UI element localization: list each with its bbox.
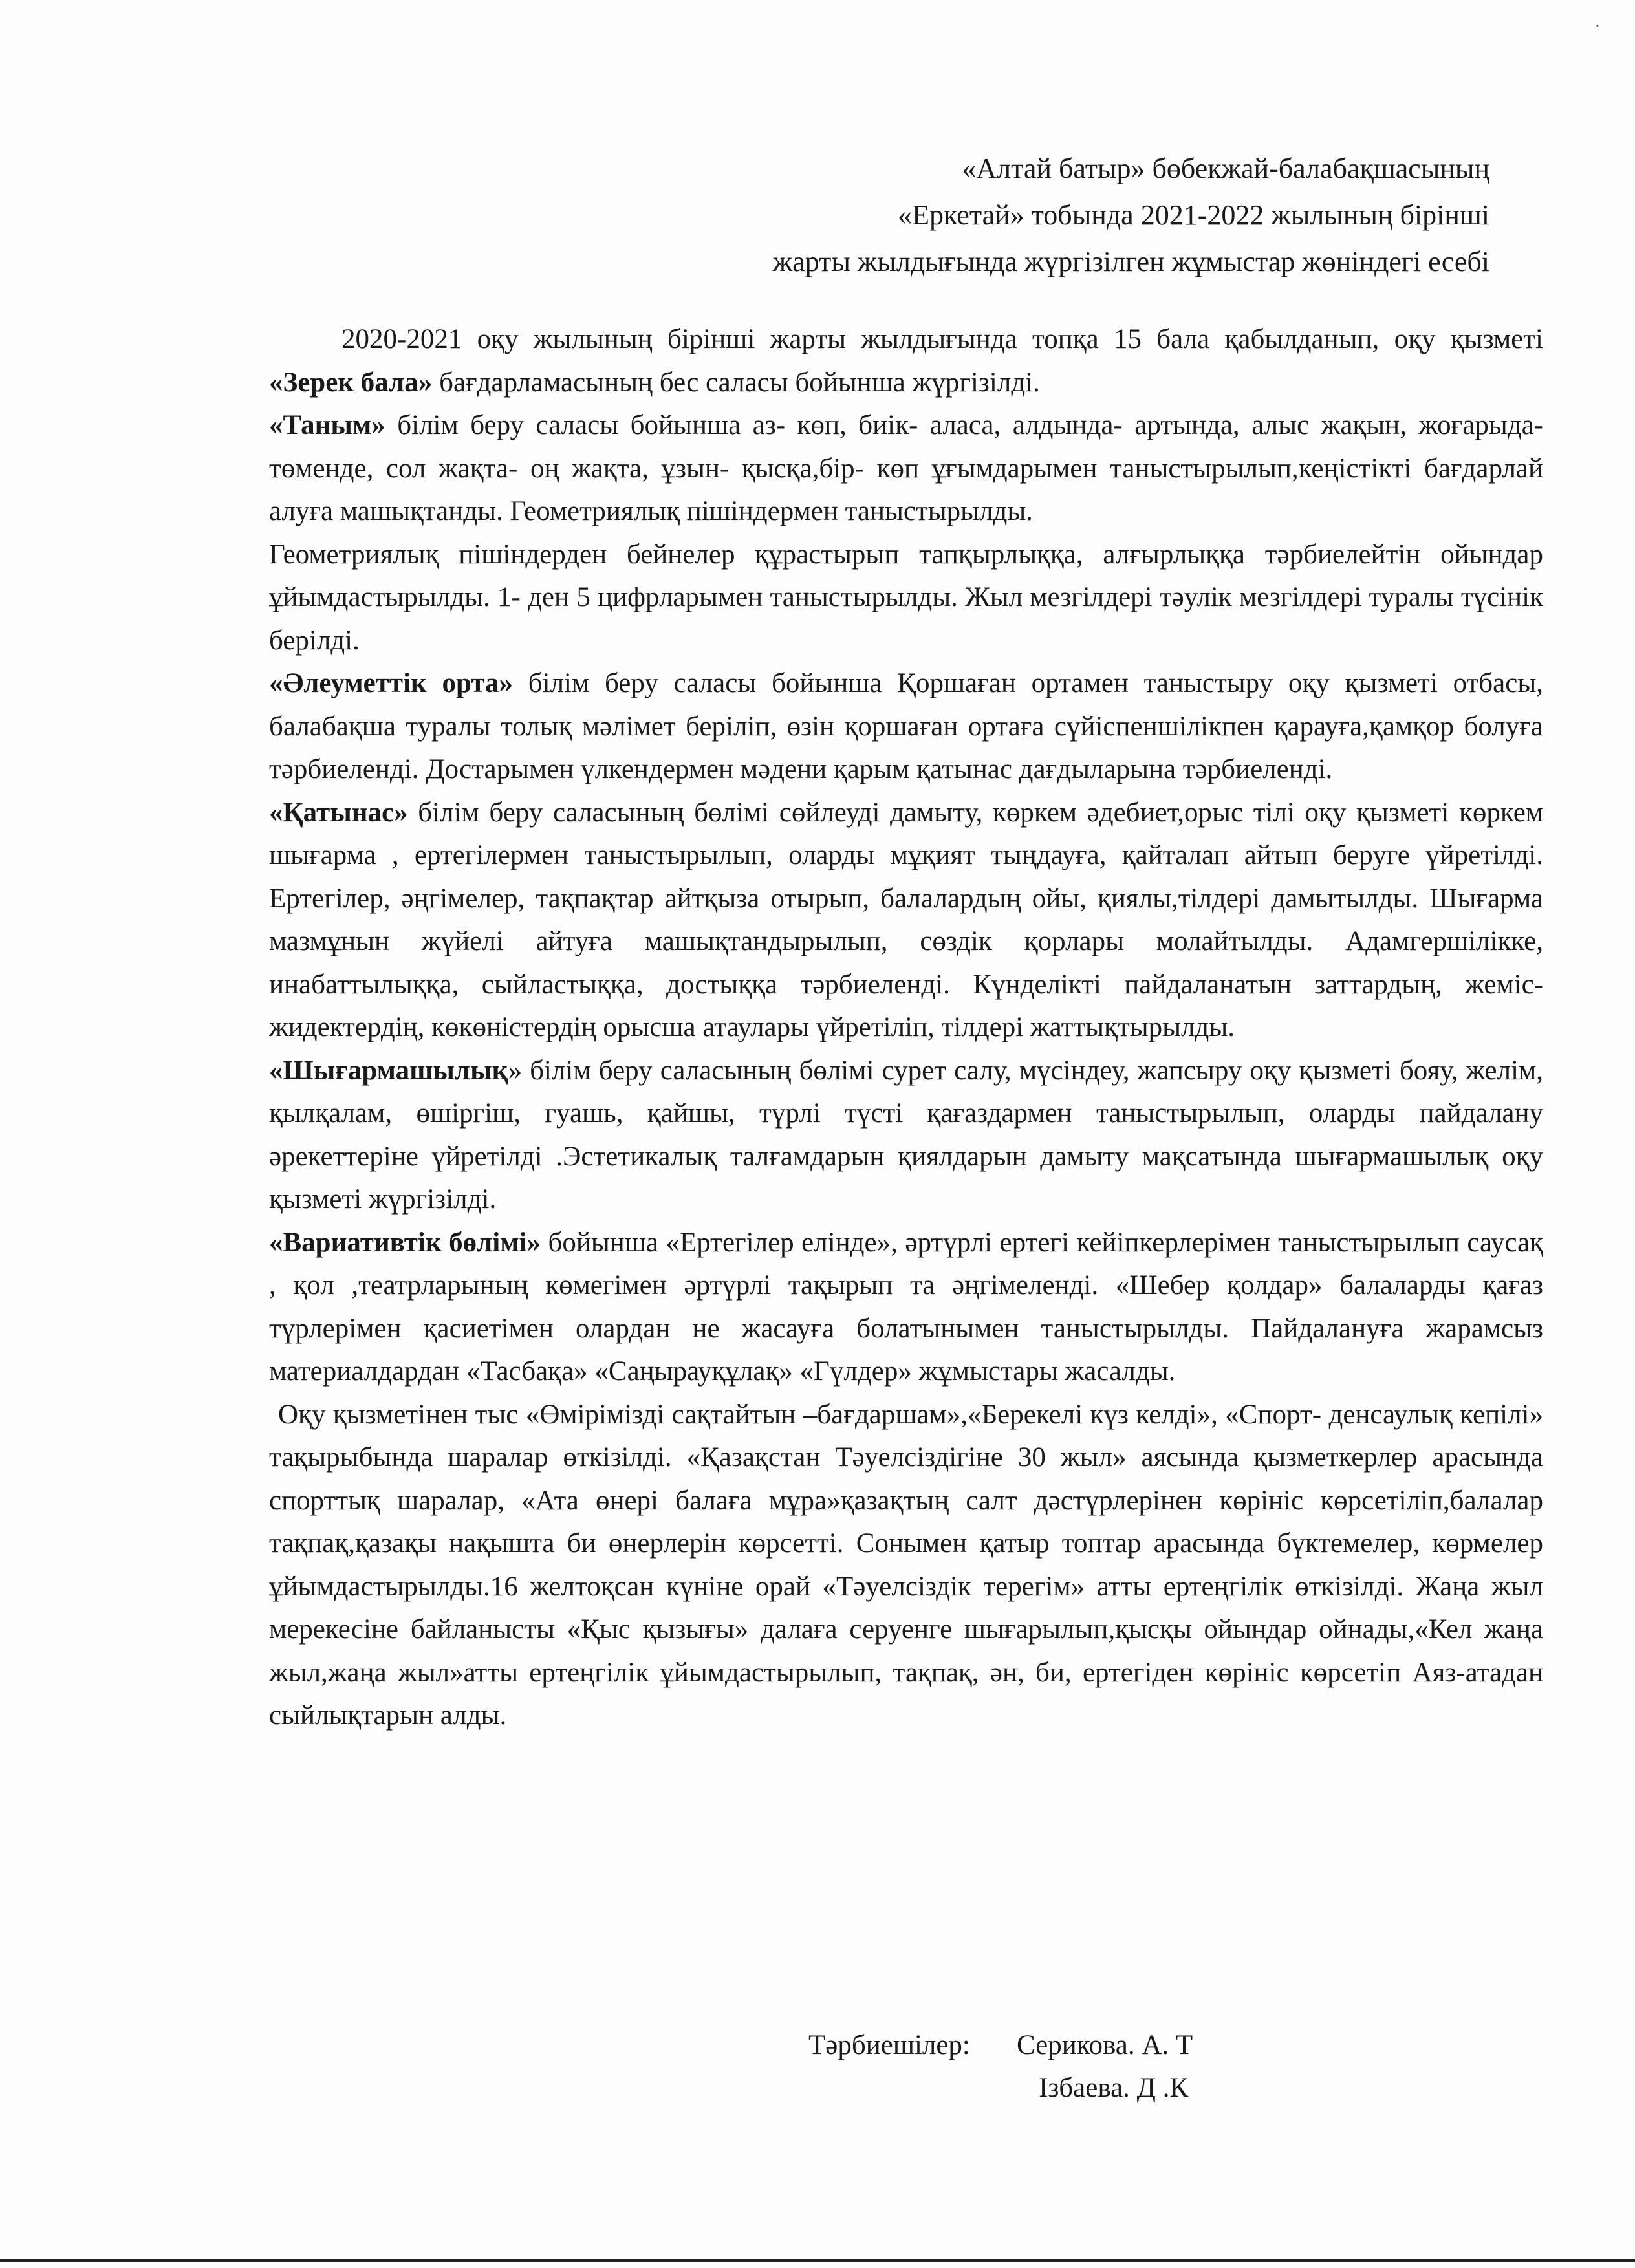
paragraph-events: Оқу қызметінен тыс «Өмірімізді сақтайтын –бағдаршам»,«Берекелі күз келді», «Спорт- денсаулық кепілі» тақырыбында шаралар өткізілді. «Қазақстан Тәуелсіздігіне 30 жыл» аясында қызметкерлер арасында спорттық шаралар, «Ата өнері балаға мұра»қазақтың салт дәстүрлерінен көрініс көрсетіліп,балалар тақпақ,қазақы нақышта би өнерлерін көрсетті. Сонымен қатыр топтар арасында бүктемелер, көрмелер ұйымдастырылды.16 желтоқсан күніне орай «Тәуелсіздік терегім» атты ертеңгілік өткізілді. Жаңа жыл мерекесіне байланысты «Қыс қызығы» далаға серуенге шығарылып,қысқы ойындар ойнады,«Кел жаңа жыл,жаңа жыл»атты ертеңгілік ұйымдастырылып, тақпақ, ән, би, ертегіден көрініс көрсетіп Аяз-атадан сыйлықтарын алды. — [269, 1399, 1543, 1731]
scan-edge-line — [0, 2259, 1635, 2262]
document-body — [269, 318, 1543, 1738]
header-line-2: «Еркетай» тобында 2021-2022 жылының бірінші — [898, 199, 1489, 231]
paragraph-tanym — [269, 404, 1543, 534]
paragraph-intro-tail: бағдарламасының бес саласы бойынша жүргізілді. — [432, 367, 1040, 398]
header-line-1: «Алтай батыр» бөбекжай-балабақшасының — [962, 153, 1489, 184]
section-title-shygarmashylyk: «Шығармашылық — [269, 1055, 508, 1086]
signature-role: Тәрбиешілер: — [808, 2030, 970, 2060]
section-title-tanym: «Таным» — [269, 410, 385, 440]
section-title-aleumettik: «Әлеуметтік орта» — [269, 668, 513, 698]
paragraph-tanym-text: білім беру саласы бойынша аз- көп, биік- аласа, алдында- артында, алыс жақын, жоғарыда- төменде, сол жақта- оң жақта, ұзын- қысқа,бір- көп ұғымдарымен таныстырылып,кеңістікті бағдарлай алуға машықтанды. Геометриялық пішіндермен таныстырылды. — [269, 410, 1543, 526]
signature-row-2 — [808, 2067, 1326, 2110]
document-header — [519, 146, 1489, 285]
paragraph-variativ — [269, 1222, 1543, 1394]
paragraph-variativ-text: бойынша «Ертегілер елінде», әртүрлі ертегі кейіпкерлерімен таныстырылып саусақ , қол ,театрларының көмегімен әртүрлі тақырып та әңгімеленді. «Шебер қолдар» балаларды қағаз түрлерімен қасиетімен олардан не жасауға болатынымен таныстырылды. Пайдалануға жарамсыз материалдардан «Тасбақа» «Саңырауқұлақ» «Гүлдер» жұмыстары жасалды. — [269, 1227, 1543, 1387]
paragraph-shygarmashylyk — [269, 1050, 1543, 1222]
signature-name-2: Ізбаева. Д .К — [1039, 2073, 1189, 2103]
program-name: «Зерек бала» — [269, 367, 433, 398]
signature-row-1 — [808, 2024, 1326, 2067]
paragraph-katynas — [269, 792, 1543, 1050]
header-line-3: жарты жылдығында жүргізілген жұмыстар жөніндегі есебі — [772, 246, 1489, 277]
paragraph-aleumettik-text: білім беру саласы бойынша Қоршаған ортамен таныстыру оқу қызметі отбасы, балабақша туралы толық мәлімет беріліп, өзін қоршаған ортаға сүйіспеншілікпен қарауға,қамқор болуға тәрбиеленді. Достарымен үлкендермен мәдени қарым қатынас дағдыларына тәрбиеленді. — [269, 668, 1543, 784]
corner-mark-icon: ᐧ — [1595, 17, 1599, 36]
paragraph-shygarmashylyk-text: » білім беру саласының бөлімі сурет салу, мүсіндеу, жапсыру оқу қызметі бояу, желім, қылқалам, өшіргіш, гуашь, қайшы, түрлі түсті қағаздармен таныстырылып, оларды пайдалану әрекеттеріне үйретілді .Эстетикалық талғамдарын қиялдарын дамыту мақсатында шығармашылық оқу қызметі жүргізілді. — [269, 1055, 1543, 1215]
paragraph-geometry: Геометриялық пішіндерден бейнелер құрастырып тапқырлыққа, алғырлыққа тәрбиелейтін ойындар ұйымдастырылды. 1- ден 5 цифрларымен таныстырылды. Жыл мезгілдері тәулік мезгілдері туралы түсінік берілді. — [269, 539, 1543, 656]
section-title-katynas: «Қатынас» — [269, 797, 408, 828]
section-title-variativ: «Вариативтік бөлімі» — [269, 1227, 541, 1258]
signature-name-1: Серикова. А. Т — [1017, 2030, 1193, 2060]
paragraph-intro-text: 2020-2021 оқу жылының бірінші жарты жылдығында топқа 15 бала қабылданып, оқу қызметі — [341, 324, 1543, 354]
signature-block — [808, 2024, 1326, 2110]
paragraph-aleumettik — [269, 662, 1543, 792]
paragraph-intro — [269, 318, 1543, 404]
paragraph-katynas-text: білім беру саласының бөлімі сөйлеуді дамыту, көркем әдебиет,орыс тілі оқу қызметі көркем шығарма , ертегілермен таныстырылып, оларды мұқият тыңдауға, қайталап айтып беруге үйретілді. Ертегілер, әңгімелер, тақпақтар айтқыза отырып, балалардың ойы, қиялы,тілдері дамытылды. Шығарма мазмұнын жүйелі айтуға машықтандырылып, сөздік қорлары молайтылды. Адамгершілікке, инабаттылыққа, сыйластыққа, достыққа тәрбиеленді. Күнделікті пайдаланатын заттардың, жеміс- жидектердің, көкөністердің орысша атаулары үйретіліп, тілдері жаттықтырылды. — [269, 797, 1543, 1042]
